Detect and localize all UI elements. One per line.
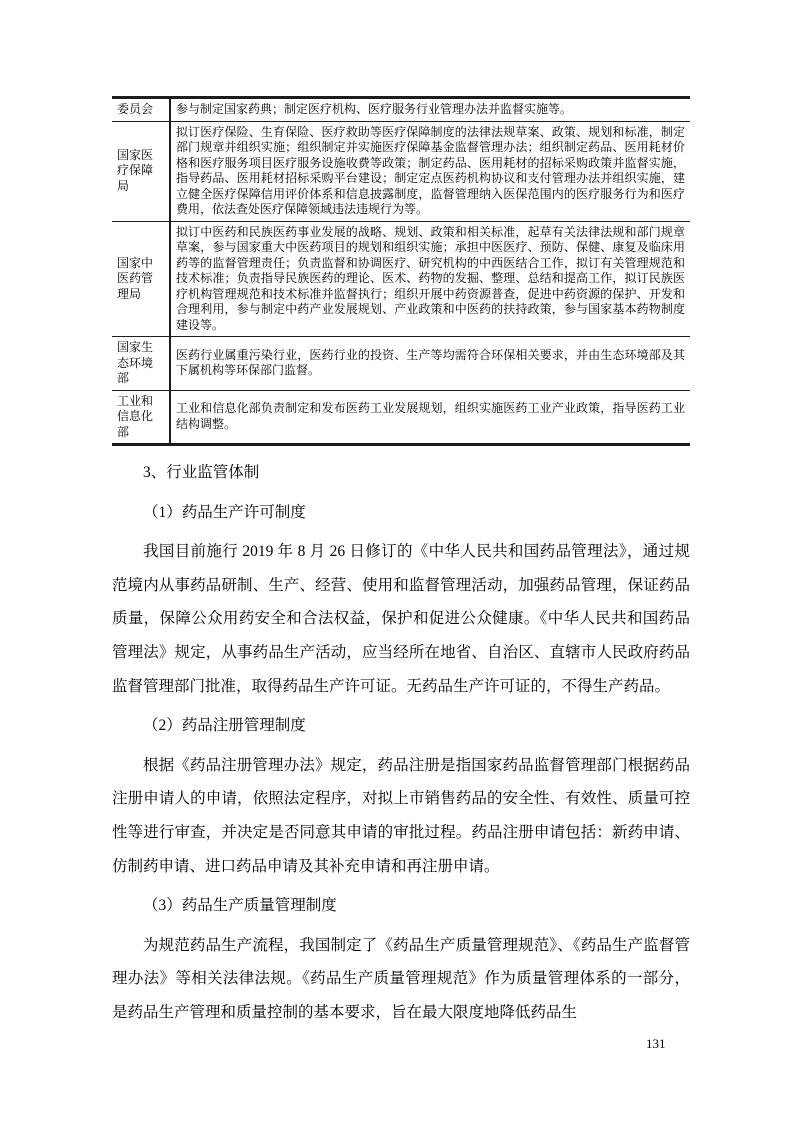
paragraph-production-license: 我国目前施行 2019 年 8 月 26 日修订的《中华人民共和国药品管理法》，通过规范境内从事药品研制、生产、经营、使用和监督管理活动，加强药品管理，保证药品质量，保障公众用药安全和合法权益，保护和促进公众健康。《中华人民共和国药品管理法》规定，从事药品生产活动，应当经所在地省、自治区、直辖市人民政府药品监督管理部门批准，取得药品生产许可证。无药品生产许可证的，不得生产药品。 (112, 543, 690, 695)
org-cell: 国家中医药管理局 (112, 221, 170, 337)
duty-cell: 工业和信息化部负责制定和发布医药工业发展规划，组织实施医药工业产业政策，指导医药工业结构调整。 (170, 390, 690, 445)
paragraph-drug-registration: 根据《药品注册管理办法》规定，药品注册是指国家药品监督管理部门根据药品注册申请人的申请，依照法定程序，对拟上市销售药品的安全性、有效性、质量可控性等进行审查，并决定是否同意其申请的审批过程。药品注册申请包括：新药申请、仿制药申请、进口药品申请及其补充申请和再注册申请。 (112, 756, 690, 875)
page-number: 131 (646, 1036, 666, 1051)
subsection-heading-2: （2）药品注册管理制度 (143, 717, 306, 735)
table-row (112, 221, 690, 337)
body-text (112, 456, 690, 1030)
regulator-duties-table (112, 96, 690, 446)
org-cell: 委员会 (112, 98, 170, 122)
table-row (112, 121, 690, 221)
table-row (112, 98, 690, 122)
subsection-heading-3: （3）药品生产质量管理制度 (143, 897, 337, 915)
paragraph-gmp: 为规范药品生产流程，我国制定了《药品生产质量管理规范》、《药品生产监督管理办法》等相关法律法规。《药品生产质量管理规范》作为质量管理体系的一部分，是药品生产管理和质量控制的基本要求，旨在最大限度地降低药品生 (112, 936, 690, 1021)
org-cell: 国家生态环境部 (112, 337, 170, 391)
page-content (112, 96, 690, 1036)
org-cell: 工业和信息化部 (112, 390, 170, 445)
table-row (112, 390, 690, 445)
duty-cell: 拟订中医药和民族医药事业发展的战略、规划、政策和相关标准，起草有关法律法规和部门规章草案，参与国家重大中医药项目的规划和组织实施；承担中医医疗、预防、保健、康复及临床用药等的监督管理责任；负责监督和协调医疗、研究机构的中西医结合工作，拟订有关管理规范和技术标准；负责指导民族医药的理论、医术、药物的发掘、整理、总结和提高工作，拟订民族医疗机构管理规范和技术标准并监督执行；组织开展中药资源普查，促进中药资源的保护、开发和合理利用，参与制定中药产业发展规划、产业政策和中医药的扶持政策，参与国家基本药物制度建设等。 (170, 221, 690, 337)
section-heading-3: 3、行业监管体制 (143, 464, 260, 481)
duty-cell: 拟订医疗保险、生育保险、医疗救助等医疗保障制度的法律法规草案、政策、规划和标准，制定部门规章并组织实施；组织制定并实施医疗保障基金监督管理办法；组织制定药品、医用耗材价格和医疗服务项目医疗服务设施收费等政策；制定药品、医用耗材的招标采购政策并监督实施，指导药品、医用耗材招标采购平台建设；制定定点医药机构协议和支付管理办法并组织实施，建立健全医疗保障信用评价体系和信息披露制度，监督管理纳入医保范围内的医疗服务行为和医疗费用，依法查处医疗保障领域违法违规行为等。 (170, 121, 690, 221)
org-cell: 国家医疗保障局 (112, 121, 170, 221)
table-row (112, 337, 690, 391)
duty-cell: 医药行业属重污染行业，医药行业的投资、生产等均需符合环保相关要求，并由生态环境部及其下属机构等环保部门监督。 (170, 337, 690, 391)
duty-cell: 参与制定国家药典；制定医疗机构、医疗服务行业管理办法并监督实施等。 (176, 102, 573, 116)
subsection-heading-1: （1）药品生产许可制度 (143, 503, 306, 521)
